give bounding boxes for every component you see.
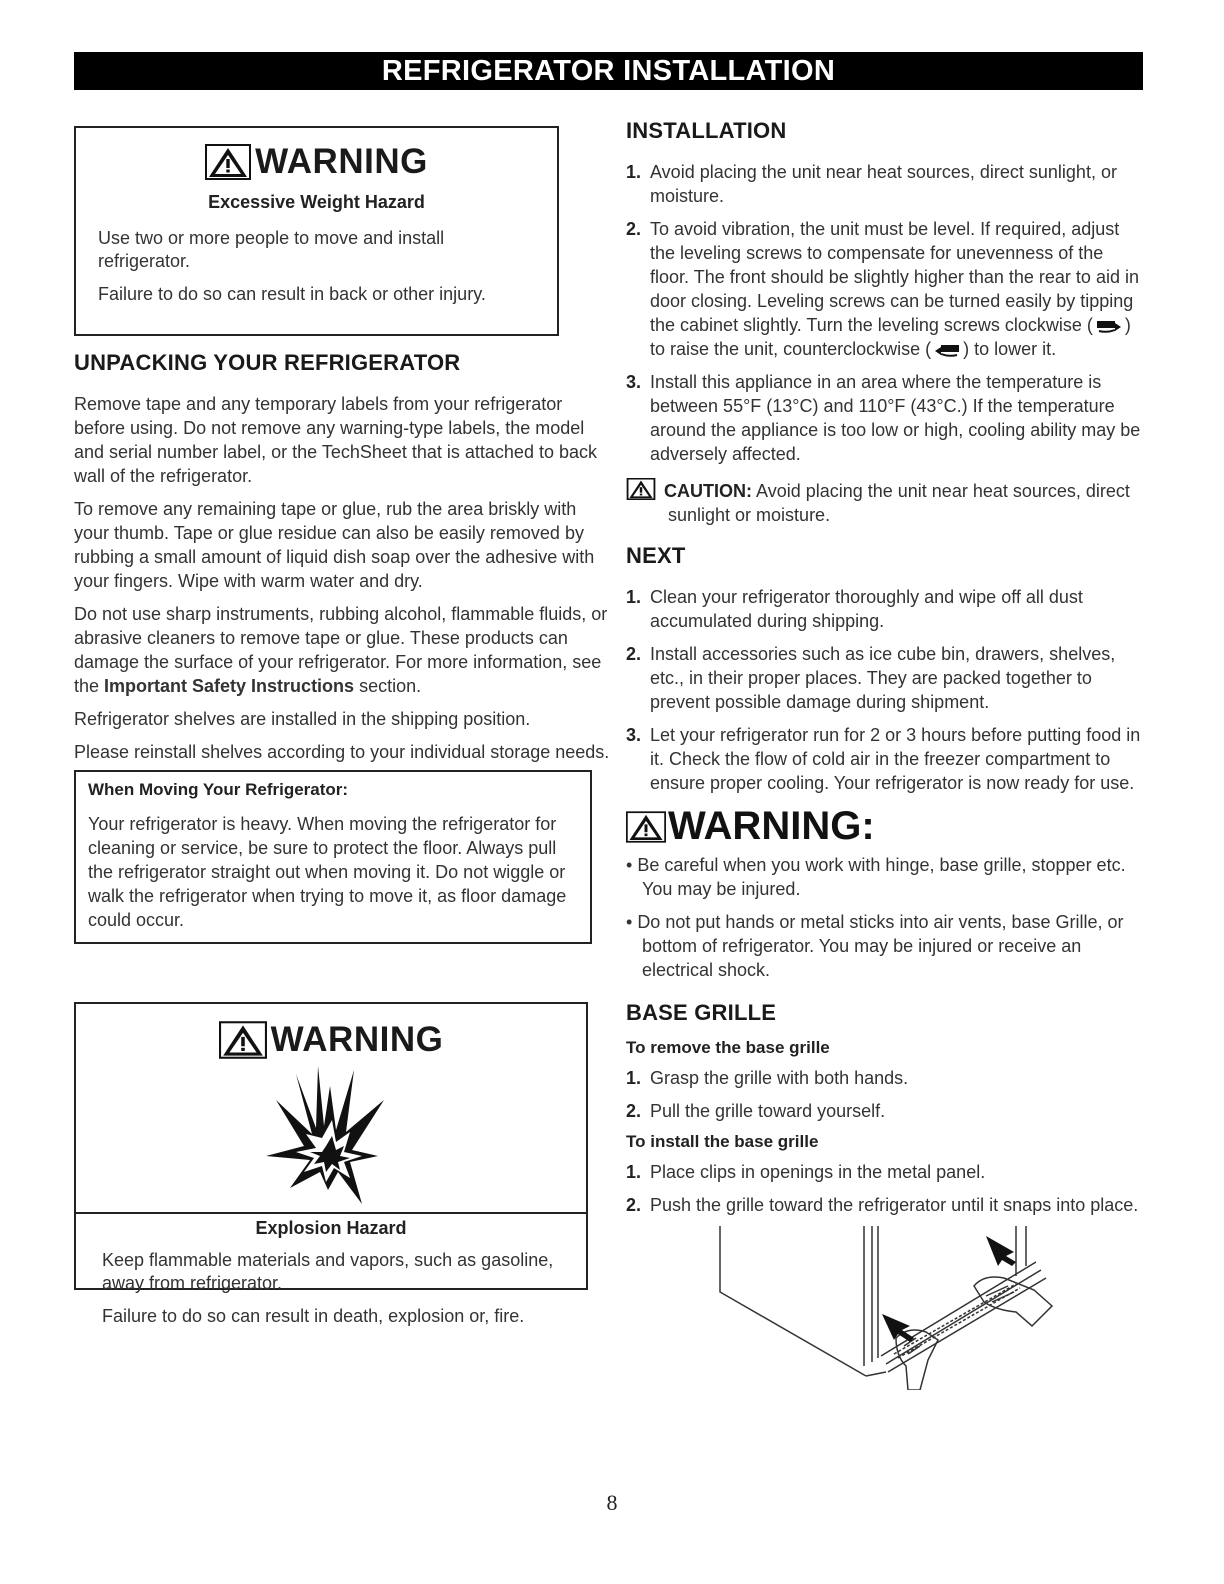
remove-grille-subheading: To remove the base grille (626, 1038, 830, 1057)
unpacking-paragraph-3 (74, 602, 614, 698)
right-column (626, 118, 1146, 1390)
explosion-icon (266, 1066, 396, 1204)
unpacking-paragraph-1: Remove tape and any temporary labels from your refrigerator before using. Do not remove any warning-type labels, the model and serial number label, or the TechSheet that is attached to back wall of the refrigerator. (74, 394, 597, 486)
pull-arrow-icon (882, 1314, 914, 1342)
list-item: 1. Avoid placing the unit near heat sources, direct sunlight, or moisture. (626, 162, 1117, 206)
unpacking-paragraph-4: Refrigerator shelves are installed in the shipping position. (74, 709, 531, 729)
list-item: 2. Pull the grille toward yourself. (626, 1101, 886, 1121)
unpacking-paragraph-2: To remove any remaining tape or glue, rub the area briskly with your thumb. Tape or glue residue can also be easily removed by rubbing a small amount of liquid dish soap over the adhesive with your fingers. Wipe with warm water and dry. (74, 499, 595, 591)
explosion-warning-line-1: Keep flammable materials and vapors, such as gasoline, away from refrigerator. (102, 1250, 554, 1293)
weight-hazard-name: Excessive Weight Hazard (208, 192, 425, 212)
safety-instructions-reference: Important Safety Instructions (104, 676, 355, 696)
caution-label: CAUTION: (664, 481, 752, 501)
list-item: 1. Place clips in openings in the metal panel. (626, 1162, 986, 1182)
remove-grille-steps (626, 1066, 1146, 1123)
install-grille-steps (626, 1160, 1146, 1217)
general-warning-label: WARNING: (668, 804, 875, 848)
list-item: 1. Clean your refrigerator thoroughly and wipe off all dust accumulated during shipping. (626, 587, 1083, 631)
warning-triangle-icon (205, 144, 251, 180)
install-grille-subheading: To install the base grille (626, 1132, 819, 1151)
list-item: 2. Install accessories such as ice cube bin, drawers, shelves, etc., in their proper places. They are packed together to prevent possible damage during shipment. (626, 644, 1116, 712)
explosion-warning-label: WARNING (270, 1020, 444, 1059)
list-item: 3. Let your refrigerator run for 2 or 3 hours before putting food in it. Check the flow of cold air in the freezer compartment to ensure proper cooling. Your refrigerator is now ready for use. (626, 725, 1141, 793)
moving-box (74, 770, 592, 944)
caution-triangle-icon (626, 478, 656, 500)
moving-box-text: Your refrigerator is heavy. When moving the refrigerator for cleaning or service, be sure to protect the floor. Always pull the refrigerator straight out when moving it. Do not wiggle or walk the refrigerator when trying to move it, as floor damage could occur. (88, 814, 567, 930)
page-banner: REFRIGERATOR INSTALLATION (74, 52, 1143, 90)
list-item: • Be careful when you work with hinge, base grille, stopper etc. You may be injured. (626, 855, 1126, 899)
warning-triangle-icon (626, 811, 666, 843)
base-grille-heading: BASE GRILLE (626, 1000, 777, 1025)
warning-triangle-icon (219, 1021, 267, 1059)
unpacking-p3-text: Do not use sharp instruments, rubbing alcohol, flammable fluids, or abrasive cleaners to remove tape or glue. These products can damage the surface of your refrigerator. For more information, see the (74, 604, 608, 696)
installation-list (626, 160, 1146, 466)
general-warning-title (626, 804, 1146, 849)
explosion-warning-title (76, 1020, 586, 1060)
left-column (74, 126, 614, 1326)
general-warning-list (626, 853, 1146, 982)
list-item: 3. Install this appliance in an area where the temperature is between 55°F (13°C) and 110°F (43°C.) If the temperature around the appliance is too low or high, cooling ability may be adversely affected. (626, 372, 1141, 464)
unpacking-p3-end: section. (354, 676, 422, 696)
installation-heading: INSTALLATION (626, 118, 787, 143)
clockwise-arrow-icon (1095, 319, 1123, 333)
explosion-box-divider (76, 1212, 586, 1214)
next-heading: NEXT (626, 543, 686, 568)
list-item: 2. Push the grille toward the refrigerator until it snaps into place. (626, 1195, 1139, 1215)
list-item: • Do not put hands or metal sticks into air vents, base Grille, or bottom of refrigerator. You may be injured or receive an electrical shock. (626, 912, 1124, 980)
bullet-icon: • (626, 855, 638, 875)
explosion-warning-line-2: Failure to do so can result in death, explosion or, fire. (102, 1306, 525, 1326)
weight-warning-title (98, 142, 535, 182)
unpacking-heading: UNPACKING YOUR REFRIGERATOR (74, 350, 461, 375)
caution-text: Avoid placing the unit near heat sources, direct sunlight or moisture. (668, 481, 1130, 525)
base-grille-illustration (716, 1226, 1056, 1390)
explosion-hazard-name: Explosion Hazard (255, 1218, 407, 1238)
weight-warning-box (74, 126, 559, 336)
weight-warning-line-2: Failure to do so can result in back or other injury. (98, 284, 486, 304)
weight-warning-label: WARNING (255, 142, 428, 181)
counterclockwise-arrow-icon (933, 343, 961, 357)
weight-warning-line-1: Use two or more people to move and install refrigerator. (98, 228, 445, 271)
explosion-warning-box (74, 1002, 588, 1326)
installation-caution (626, 478, 1146, 527)
list-item: 1. Grasp the grille with both hands. (626, 1068, 909, 1088)
bullet-icon: • (626, 912, 638, 932)
next-list (626, 585, 1146, 795)
moving-box-title: When Moving Your Refrigerator: (88, 780, 349, 799)
page-number: 8 (606, 1490, 618, 1515)
list-item: 2. To avoid vibration, the unit must be level. If required, adjust the leveling screws to compensate for unevenness of the floor. The front should be slightly higher than the rear to aid in door closing. Leveling screws can be turned easily by tipping the cabinet slightly. Turn the leveling screws clockwise ( ) to raise the unit, counterclockwise ( ) to lower it. (626, 219, 1139, 359)
unpacking-paragraph-5: Please reinstall shelves according to your individual storage needs. (74, 742, 610, 762)
push-arrow-icon (986, 1236, 1016, 1266)
